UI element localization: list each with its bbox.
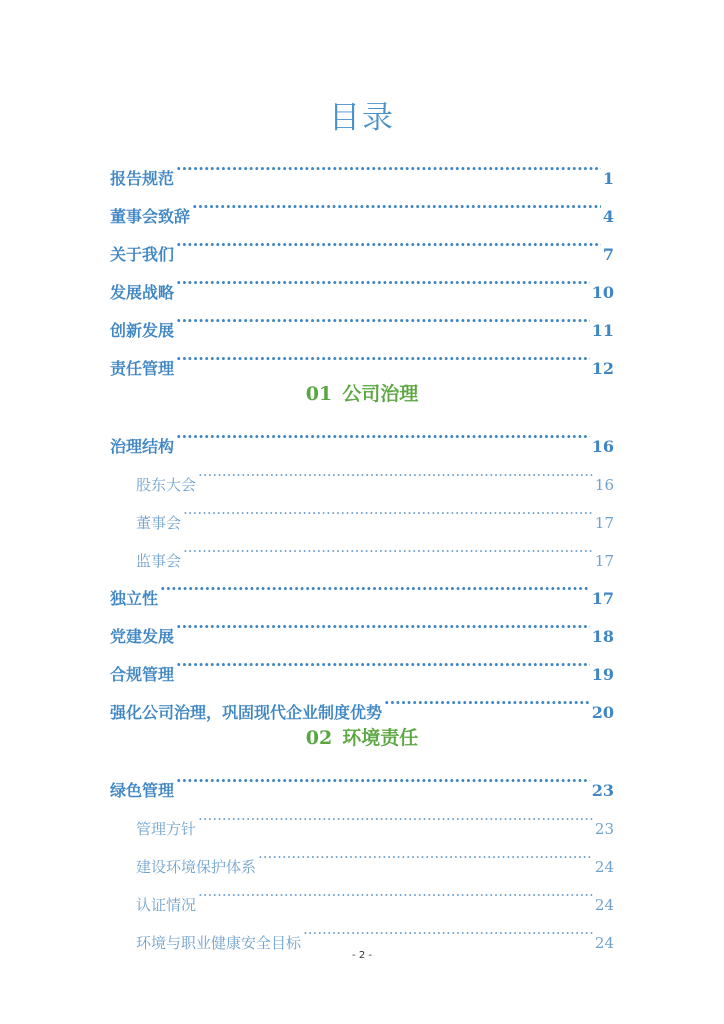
toc-entry-page-number: 10: [591, 283, 614, 302]
section-number: 02: [305, 727, 333, 749]
toc-entry[interactable]: [110, 680, 614, 722]
toc-entry-page-number: 17: [594, 552, 614, 570]
toc-entry[interactable]: [110, 184, 614, 226]
toc-entry-page-number: 23: [591, 781, 614, 800]
dot-leader: [192, 184, 601, 222]
toc-entry-label: 报告规范: [110, 169, 175, 188]
toc-entry-page-number: 17: [591, 589, 614, 608]
dot-leader: [176, 298, 590, 336]
toc-entry[interactable]: [110, 222, 614, 264]
dot-leader: [198, 872, 593, 910]
dot-leader: [303, 910, 593, 948]
dot-leader: [176, 758, 590, 796]
toc-entry[interactable]: [110, 604, 614, 646]
toc-entry-page-number: 17: [594, 514, 614, 532]
section-title: 公司治理: [342, 383, 419, 405]
toc-group-front-matter: [110, 146, 614, 378]
toc-entry[interactable]: [110, 414, 614, 456]
dot-leader: [176, 336, 590, 374]
toc-entry-label: 治理结构: [110, 437, 175, 456]
toc-entry-page-number: 24: [594, 896, 614, 914]
dot-leader: [176, 604, 590, 642]
toc-entry-page-number: 7: [602, 245, 614, 264]
toc-entry[interactable]: [110, 146, 614, 188]
dot-leader: [176, 146, 601, 184]
toc-subentry[interactable]: [110, 490, 614, 532]
dot-leader: [183, 528, 593, 566]
toc-entry[interactable]: [110, 336, 614, 378]
toc-entry-label: 董事会致辞: [110, 207, 191, 226]
dot-leader: [198, 796, 593, 834]
toc-entry-page-number: 20: [591, 703, 614, 722]
toc-entry-label: 董事会: [136, 514, 182, 532]
page-number-footer: - 2 -: [352, 950, 372, 961]
toc-entry-page-number: 24: [594, 934, 614, 952]
toc-entry-page-number: 24: [594, 858, 614, 876]
toc-entry-label: 监事会: [136, 552, 182, 570]
section-heading-01: [0, 374, 724, 414]
dot-leader: [160, 566, 590, 604]
toc-entry-label: 环境与职业健康安全目标: [136, 934, 302, 952]
toc-entry-page-number: 18: [591, 627, 614, 646]
toc-entry-label: 责任管理: [110, 359, 175, 378]
toc-entry-page-number: 11: [591, 321, 614, 340]
toc-entry[interactable]: [110, 566, 614, 608]
dot-leader: [198, 452, 593, 490]
toc-entry-label: 党建发展: [110, 627, 175, 646]
toc-entry[interactable]: [110, 298, 614, 340]
toc-entry-label: 建设环境保护体系: [136, 858, 257, 876]
dot-leader: [176, 222, 601, 260]
toc-entry-page-number: 19: [591, 665, 614, 684]
dot-leader: [384, 680, 590, 718]
toc-entry-label: 关于我们: [110, 245, 175, 264]
toc-entry-label: 认证情况: [136, 896, 197, 914]
toc-entry-label: 股东大会: [136, 476, 197, 494]
toc-group-governance: [110, 414, 614, 722]
toc-entry[interactable]: [110, 642, 614, 684]
section-heading-02: [0, 718, 724, 758]
toc-entry-label: 管理方针: [136, 820, 197, 838]
toc-entry-label: 发展战略: [110, 283, 175, 302]
toc-entry-label: 强化公司治理，巩固现代企业制度优势: [110, 703, 383, 722]
toc-entry-page-number: 16: [594, 476, 614, 494]
section-number: 01: [305, 383, 333, 405]
toc-entry-label: 合规管理: [110, 665, 175, 684]
toc-entry-label: 绿色管理: [110, 781, 175, 800]
toc-subentry[interactable]: [110, 796, 614, 838]
section-title: 环境责任: [342, 727, 419, 749]
toc-entry-page-number: 1: [602, 169, 614, 188]
dot-leader: [176, 414, 590, 452]
toc-entry-page-number: 4: [602, 207, 614, 226]
toc-entry[interactable]: [110, 758, 614, 800]
dot-leader: [176, 642, 590, 680]
toc-entry[interactable]: [110, 260, 614, 302]
toc-entry-page-number: 12: [591, 359, 614, 378]
toc-entry-label: 创新发展: [110, 321, 175, 340]
toc-entry-page-number: 16: [591, 437, 614, 456]
table-of-contents: [110, 146, 614, 952]
toc-title: 目录: [329, 100, 395, 136]
toc-subentry[interactable]: [110, 528, 614, 570]
toc-group-environment: [110, 758, 614, 952]
toc-entry-label: 独立性: [110, 589, 159, 608]
toc-subentry[interactable]: [110, 452, 614, 494]
dot-leader: [183, 490, 593, 528]
dot-leader: [258, 834, 593, 872]
toc-entry-page-number: 23: [594, 820, 614, 838]
dot-leader: [176, 260, 590, 298]
